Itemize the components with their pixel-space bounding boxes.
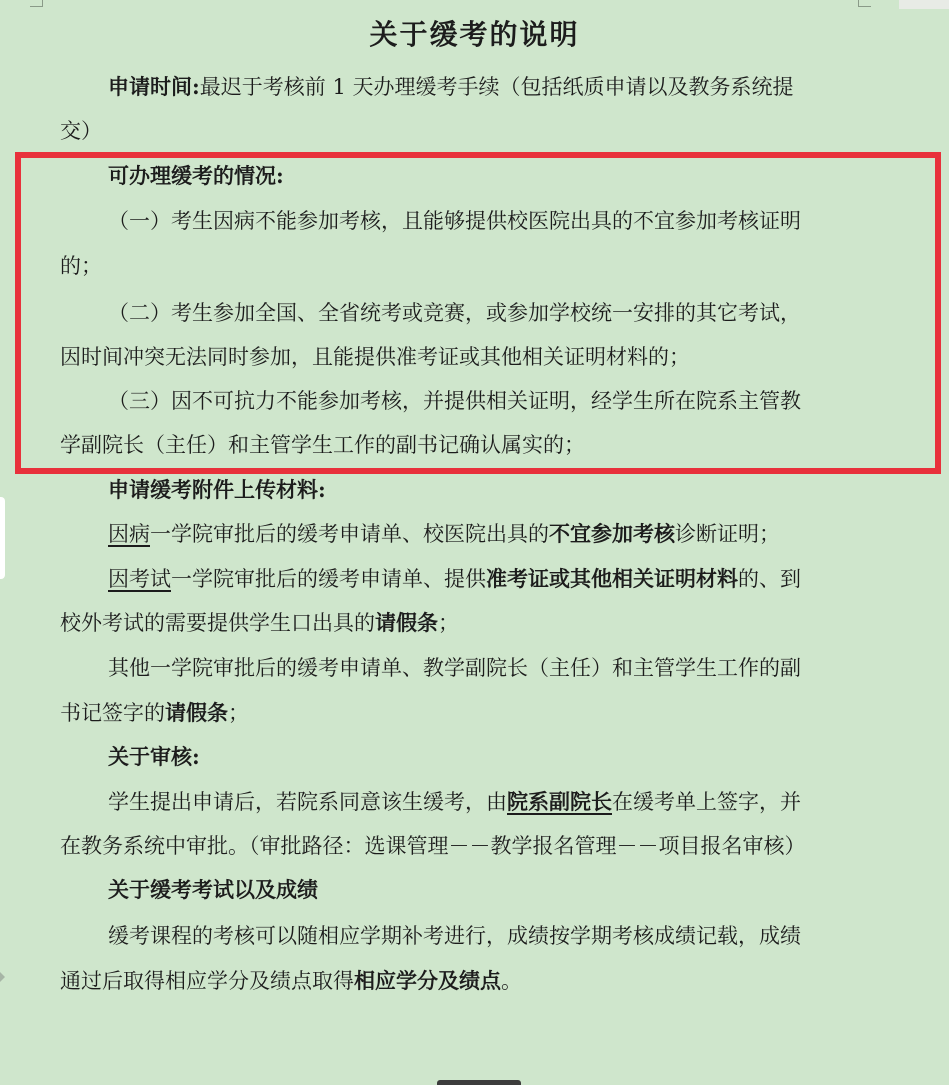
exam-line2-bold: 请假条 xyxy=(375,610,438,635)
page-corner-mark xyxy=(858,0,871,7)
eligible-item-1-cont: 的； xyxy=(60,254,102,278)
illness-text-end: 诊断证明； xyxy=(675,522,780,546)
scores-line2-bold: 相应学分及绩点 xyxy=(354,968,501,993)
materials-other-line2 xyxy=(60,697,249,729)
materials-illness-line xyxy=(108,518,780,550)
application-time-line xyxy=(108,71,793,103)
application-time-text: 最迟于考核前 1 天办理缓考手续（包括纸质申请以及教务系统提 xyxy=(199,75,794,99)
materials-exam-line xyxy=(108,563,801,595)
window-edge xyxy=(899,0,949,9)
review-text-b: 在缓考单上签字，并 xyxy=(612,790,801,814)
materials-exam-line2 xyxy=(60,607,459,639)
scores-line2-end: 。 xyxy=(501,969,522,993)
review-heading: 关于审核: xyxy=(108,744,200,769)
eligible-item-3: （三）因不可抗力不能参加考核，并提供相关证明，经学生所在院系主管教 xyxy=(108,389,801,413)
illness-text: 一学院审批后的缓考申请单、校医院出具的 xyxy=(150,522,549,546)
exam-line2-end: ； xyxy=(438,611,459,635)
eligible-item-3-cont: 学副院长（主任）和主管学生工作的副书记确认属实的； xyxy=(60,433,585,457)
eligible-item-2-cont: 因时间冲突无法同时参加，且能提供准考证或其他相关证明材料的； xyxy=(60,345,690,369)
application-time-label: 申请时间: xyxy=(108,74,200,99)
scores-line2-text: 通过后取得相应学分及绩点取得 xyxy=(60,969,354,993)
exam-line2-text: 校外考试的需要提供学生口出具的 xyxy=(60,611,375,635)
other-line2-end: ； xyxy=(228,701,249,725)
exam-text-end: 的、到 xyxy=(738,567,801,591)
eligible-heading: 可办理缓考的情况: xyxy=(108,163,284,188)
review-bold: 院系副院长 xyxy=(507,789,612,814)
eligible-item-2: （二）考生参加全国、全省统考或竞赛，或参加学校统一安排的其它考试， xyxy=(108,301,801,325)
exam-key: 因考试 xyxy=(108,567,171,591)
scores-line1: 缓考课程的考核可以随相应学期补考进行，成绩按学期考核成绩记载，成绩 xyxy=(108,924,801,948)
side-handle[interactable] xyxy=(0,497,5,579)
eligible-item-1: （一）考生因病不能参加考核，且能够提供校医院出具的不宜参加考核证明 xyxy=(108,209,801,233)
scores-line2 xyxy=(60,965,522,997)
page-title: 关于缓考的说明 xyxy=(369,18,580,51)
review-line1 xyxy=(108,786,801,818)
application-time-line2: 交） xyxy=(60,119,102,143)
illness-key: 因病 xyxy=(108,522,150,546)
exam-bold: 准考证或其他相关证明材料 xyxy=(486,566,738,591)
materials-heading: 申请缓考附件上传材料: xyxy=(108,477,326,502)
exam-text: 一学院审批后的缓考申请单、提供 xyxy=(171,567,486,591)
scores-heading: 关于缓考考试以及成绩 xyxy=(108,877,318,902)
page-marker xyxy=(0,972,5,982)
review-text-a: 学生提出申请后，若院系同意该生缓考，由 xyxy=(108,790,507,814)
other-line2-bold: 请假条 xyxy=(165,700,228,725)
illness-bold: 不宜参加考核 xyxy=(549,521,675,546)
review-line2: 在教务系统中审批。（审批路径：选课管理－－教学报名管理－－项目报名审核） xyxy=(60,834,806,858)
home-indicator[interactable] xyxy=(437,1080,521,1085)
materials-other-line: 其他一学院审批后的缓考申请单、教学副院长（主任）和主管学生工作的副 xyxy=(108,656,801,680)
other-line2-text: 书记签字的 xyxy=(60,701,165,725)
page-corner-mark xyxy=(30,0,43,7)
